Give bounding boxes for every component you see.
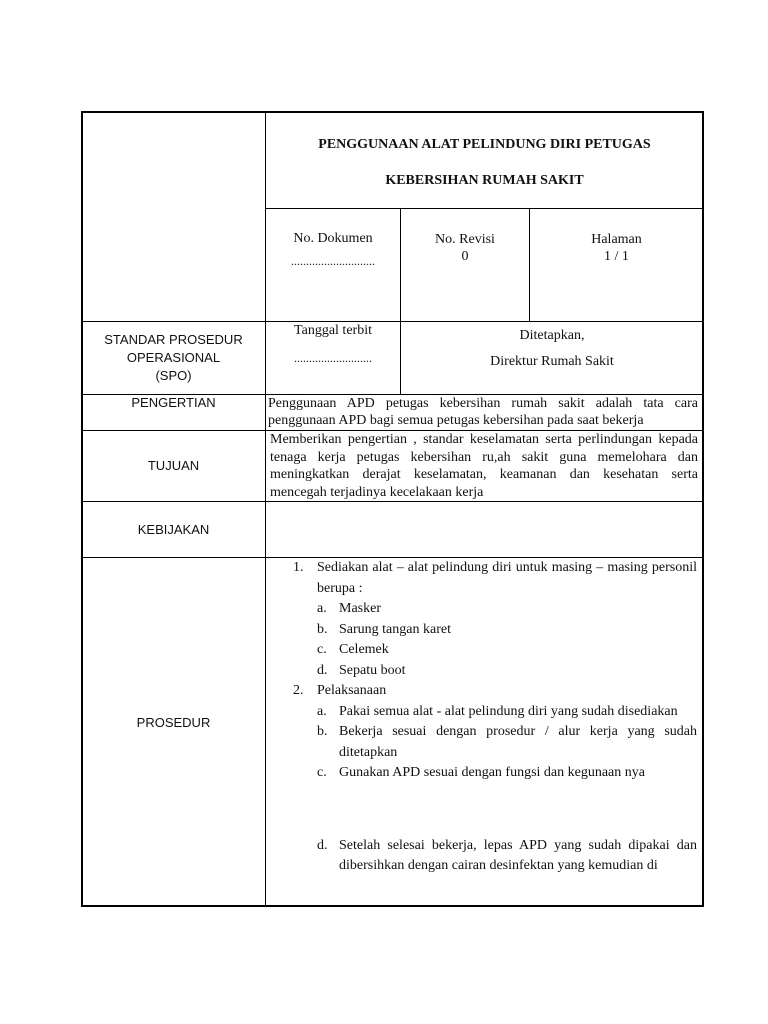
- tujuan-text: Memberikan pengertian , standar keselamatan serta perlindungan kepada tenaga kerja petugas kebersihan ru,ah sakit guna memelohara dan meningkatkan derajat keselamatan, keamanan dan kesehatan serta mencegah terjadinya kecelakaan kerja: [270, 432, 698, 500]
- row-divider: [82, 321, 703, 322]
- sub-text: Sarung tangan karet: [339, 621, 451, 637]
- no-revisi-label: No. Revisi: [435, 232, 495, 247]
- no-revisi-value: 0: [461, 249, 469, 264]
- sub-item: [317, 763, 697, 784]
- sub-item: [317, 661, 697, 682]
- sub-letter: d.: [317, 662, 328, 678]
- item-number: 1.: [293, 560, 304, 575]
- ditetapkan-cell: [401, 328, 703, 370]
- spo-label-cell: [82, 331, 265, 385]
- sub-letter: d.: [317, 837, 328, 853]
- spo-line3: (SPO): [155, 368, 192, 383]
- column-divider: [529, 209, 530, 321]
- prosedur-list: [293, 558, 697, 877]
- sub-item: [317, 702, 697, 723]
- tujuan-label: TUJUAN: [147, 458, 200, 473]
- sub-text: Pakai semua alat - alat pelindung diri yang sudah disediakan: [339, 703, 678, 719]
- sub-item: [317, 599, 697, 620]
- no-dokumen-value: ............................: [291, 254, 375, 268]
- sub-item: [317, 836, 697, 877]
- sub-text: Setelah selesai bekerja, lepas APD yang sudah dipakai dan dibersihkan dengan cairan desinfektan yang kemudian di: [339, 837, 697, 873]
- ditetapkan-label: Ditetapkan,: [519, 328, 585, 343]
- halaman-cell: [530, 231, 703, 265]
- sub-letter: c.: [317, 765, 327, 780]
- sub-letter: b.: [317, 621, 328, 637]
- sub-text: Gunakan APD sesuai dengan fungsi dan kegunaan nya: [339, 765, 645, 780]
- halaman-value: 1 / 1: [604, 249, 629, 264]
- row-divider: [82, 501, 703, 502]
- direktur-label: Direktur Rumah Sakit: [490, 354, 614, 369]
- pengertian-text: Penggunaan APD petugas kebersihan rumah sakit adalah tata cara penggunaan APD bagi semua petugas kebersihan pada saat bekerja: [268, 396, 698, 428]
- sub-item: [317, 722, 697, 763]
- prosedur-item-2: [293, 681, 697, 702]
- tanggal-terbit-cell: [266, 323, 400, 366]
- spo-line2: OPERASIONAL: [126, 350, 221, 365]
- sub-text: Sepatu boot: [339, 662, 406, 678]
- prosedur-item-1: [293, 558, 697, 599]
- sub-letter: c.: [317, 642, 327, 657]
- prosedur-label: PROSEDUR: [136, 715, 211, 730]
- sub-item: [317, 620, 697, 641]
- no-dokumen-cell: [266, 231, 400, 269]
- item-number: 2.: [293, 683, 304, 698]
- no-dokumen-label: No. Dokumen: [293, 231, 373, 246]
- sub-text: Masker: [339, 601, 381, 616]
- sub-letter: a.: [317, 601, 327, 616]
- tanggal-terbit-label: Tanggal terbit: [294, 323, 372, 338]
- sub-letter: b.: [317, 724, 328, 739]
- spo-line1: STANDAR PROSEDUR: [104, 332, 243, 347]
- kebijakan-label: KEBIJAKAN: [137, 522, 210, 537]
- sub-text: Celemek: [339, 642, 389, 657]
- document-title-line2: KEBERSIHAN RUMAH SAKIT: [385, 173, 584, 188]
- document-title-line1: PENGGUNAAN ALAT PELINDUNG DIRI PETUGAS: [318, 137, 651, 152]
- pengertian-label: PENGERTIAN: [131, 395, 216, 410]
- item-text: Pelaksanaan: [317, 683, 387, 698]
- item-text: Sediakan alat – alat pelindung diri untuk masing – masing personil berupa :: [317, 560, 697, 596]
- sub-letter: a.: [317, 703, 327, 719]
- sub-text: Bekerja sesuai dengan prosedur / alur kerja yang sudah ditetapkan: [339, 724, 697, 760]
- row-divider: [266, 208, 703, 209]
- sub-item: [317, 640, 697, 661]
- no-revisi-cell: [401, 231, 529, 265]
- tanggal-terbit-value: ..........................: [294, 351, 372, 365]
- halaman-label: Halaman: [591, 232, 642, 247]
